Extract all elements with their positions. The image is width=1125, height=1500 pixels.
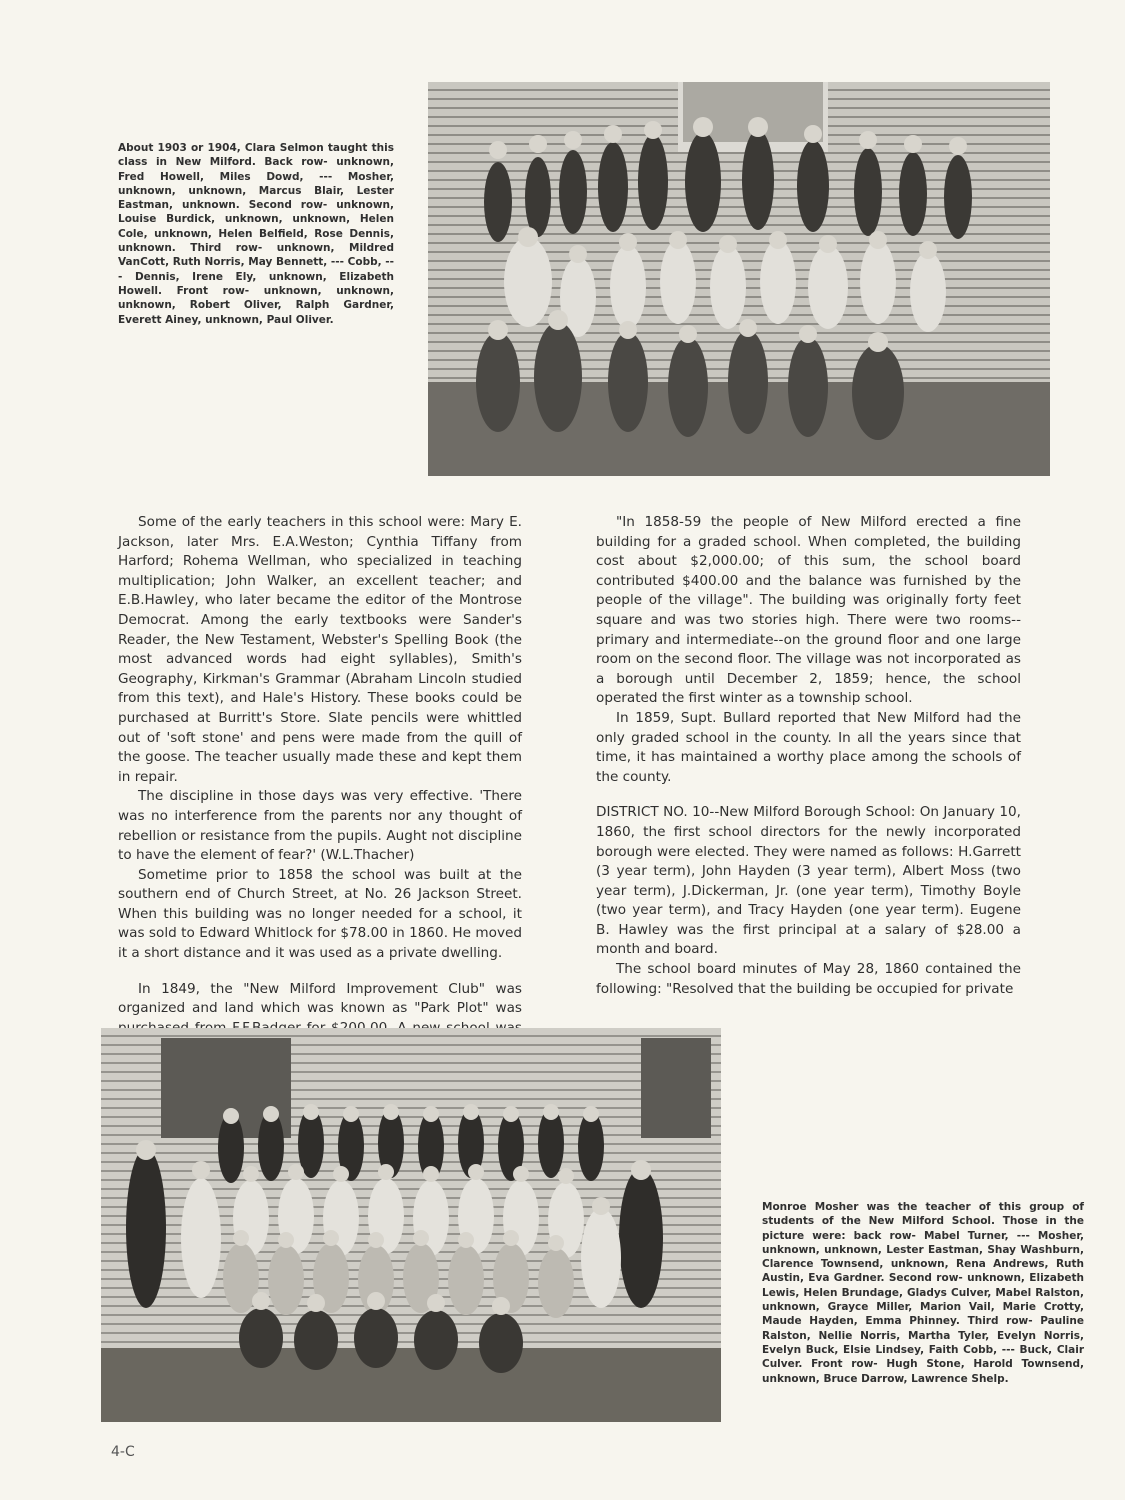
paragraph-early-teachers: Some of the early teachers in this school were: Mary E. Jackson, later Mrs. E.A.Weston; Cynthia Tiffany from Harford; Rohema Wellman, who specialized in teaching multiplication; John Walker, an excellent teacher; and E.B.Hawley, who later became the editor of the Montrose Democrat. Among the early textbooks were Sander's Reader, the New Testament, Webster's Spelling Book (the most advanced words had eight syllables), Smith's Geography, Kirkman's Grammar (Abraham Lincoln studied from this text), and Hale's History. These books could be purchased at Burritt's Store. Slate pencils were whittled out of 'soft stone' and pens were made from the quill of the goose. The teacher usually made these and kept them in repair.	[118, 514, 522, 785]
page-number: 4-C	[111, 1444, 135, 1460]
left-text-column	[118, 513, 522, 1058]
bottom-photo-caption: Monroe Mosher was the teacher of this group of students of the New Milford School. Those in the picture were: back row- Mabel Turner, --- Mosher, unknown, unknown, Lester Eastman, Shay Washburn, Clarence Townsend, unknown, Rena Andrews, Ruth Austin, Eva Gardner. Second row- unknown, Elizabeth Lewis, Helen Brundage, Gladys Culver, Mabel Ralston, unknown, Grayce Miller, Marion Vail, Marie Crotty, Maude Hayden, Emma Phinney. Third row- Pauline Ralston, Nellie Norris, Martha Tyler, Evelyn Norris, Evelyn Buck, Elsie Lindsey, Faith Cobb, --- Buck, Clair Culver. Front row- Hugh Stone, Harold Townsend, unknown, Bruce Darrow, Lawrence Shelp.	[762, 1201, 1084, 1385]
paragraph-school-board-minutes: The school board minutes of May 28, 1860 contained the following: "Resolved that the building be occupied for private	[596, 961, 1021, 997]
paragraph-discipline: The discipline in those days was very effective. 'There was no interference from the parents nor any thought of rebellion or resistance from the pupils. Aught not discipline to have the element of fear?' (W.L.Thacher)	[118, 788, 522, 864]
paragraph-supt-bullard: In 1859, Supt. Bullard reported that New Milford had the only graded school in the county. In all the years since that time, it has maintained a worthy place among the schools of the county.	[596, 709, 1021, 785]
paragraph-district-no-10: DISTRICT NO. 10--New Milford Borough School: On January 10, 1860, the first school directors for the newly incorporated borough were elected. They were named as follows: H.Garrett (3 year term), John Hayden (3 year term), Albert Moss (two year term), J.Dickerman, Jr. (one year term), Timothy Boyle (two year term), and Tracy Hayden (one year term). Eugene B. Hawley was the first principal at a salary of $28.00 a month and board.	[596, 804, 1021, 958]
paragraph-jackson-street-school: Sometime prior to 1858 the school was built at the southern end of Church Street, at No. 26 Jackson Street. When this building was no longer needed for a school, it was sold to Edward Whitlock for $78.00 in 1860. He moved it a short distance and it was used as a private dwelling.	[118, 866, 522, 962]
class-photo-monroe-mosher	[101, 1028, 721, 1422]
class-photo-monroe-mosher-illustration	[101, 1028, 721, 1422]
paragraph-park-plot: In 1849, the "New Milford Improvement Club" was organized and land which was known as "Park Plot" was	[118, 980, 522, 1017]
top-photo-caption: About 1903 or 1904, Clara Selmon taught this class in New Milford. Back row- unknown, Fred Howell, Miles Dowd, --- Mosher, unknown, unknown, Marcus Blair, Lester Eastman, unknown. Second row- unknown, Louise Burdick, unknown, unknown, Helen Cole, unknown, Helen Belfield, Rose Dennis, unknown. Third row- unknown, Mildred VanCott, Ruth Norris, May Bennett, --- Cobb, --- Dennis, Irene Ely, unknown, Elizabeth Howell. Front row- unknown, unknown, unknown, Robert Oliver, Ralph Gardner, Everett Ainey, unknown, Paul Oliver.	[118, 142, 394, 326]
paragraph-graded-school-building: "In 1858-59 the people of New Milford erected a fine building for a graded school. When completed, the building cost about $2,000.00; of this sum, the school board contributed $400.00 and the balance was furnished by the people of the village". The building was originally forty feet square and was two stories high. There were two rooms--primary and intermediate--on the ground floor and one large room on the second floor. The village was not incorporated as a borough until December 2, 1859; hence, the school operated the first winter as a township school.	[596, 514, 1021, 707]
right-text-column	[596, 513, 1021, 999]
class-photo-1903-illustration	[428, 82, 1050, 476]
class-photo-1903	[428, 82, 1050, 476]
